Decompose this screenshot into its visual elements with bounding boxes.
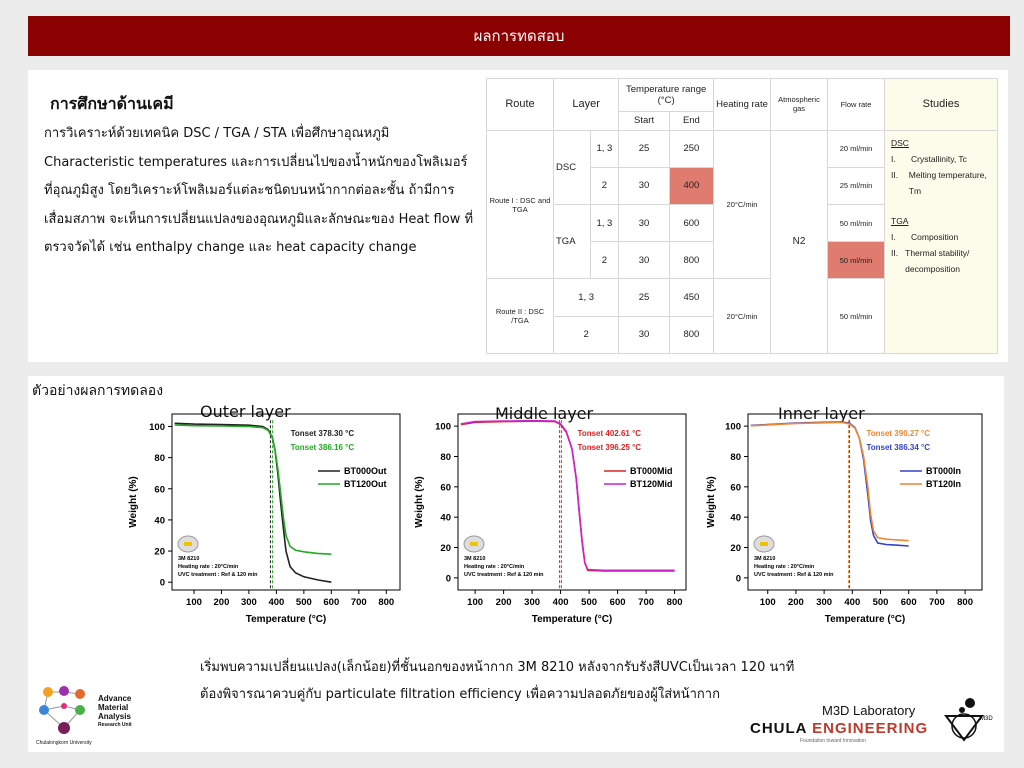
onset-annotation: Tonset 378.30 °C <box>290 429 355 438</box>
x-tick-label: 400 <box>268 597 285 608</box>
row3-end: 600 <box>669 205 713 242</box>
inset-text: UVC treatment : Ref & 120 min <box>464 572 544 578</box>
y-tick-label: 0 <box>159 577 165 589</box>
x-tick-label: 700 <box>350 597 367 608</box>
m3d-logo-icon <box>940 694 1000 744</box>
y-axis-label: Weight (%) <box>706 476 717 528</box>
x-tick-label: 200 <box>787 597 804 608</box>
series-line-BT120In <box>751 422 909 540</box>
mask-icon-band <box>184 542 192 546</box>
heating-rate-route1: 20°C/min <box>714 130 771 279</box>
row1-start: 25 <box>619 130 670 167</box>
inset-text: Heating rate : 20°C/min <box>178 564 239 570</box>
engineering-word: ENGINEERING <box>812 720 929 737</box>
ama-line-3: Analysis <box>98 712 131 721</box>
inset-text: UVC treatment : Ref & 120 min <box>754 572 834 578</box>
studies-tga-item2: Thermal stability/ decomposition <box>905 247 970 274</box>
x-tick-label: 500 <box>872 597 889 608</box>
row6-end: 800 <box>669 316 713 353</box>
row3-layer: 1, 3 <box>590 205 619 242</box>
row5-flow: 50 ml/min <box>828 279 885 354</box>
row6-start: 30 <box>619 316 670 353</box>
header-temp-range: Temperature range (°C) <box>619 79 714 112</box>
studies-cell <box>885 130 998 353</box>
y-tick-label: 100 <box>725 421 741 433</box>
header-studies: Studies <box>885 79 998 131</box>
legend-entry: BT000In <box>926 466 962 476</box>
gas-n2: N2 <box>771 130 828 353</box>
ama-line-4: Research Unit <box>98 722 132 728</box>
examples-title: ตัวอย่างผลการทดลอง <box>32 383 164 399</box>
y-tick-label: 80 <box>730 451 741 463</box>
y-tick-label: 40 <box>154 515 165 527</box>
x-tick-label: 100 <box>759 597 776 608</box>
y-tick-label: 60 <box>730 482 741 494</box>
ama-line-1: Advance <box>98 694 132 703</box>
studies-dsc-num1: I. <box>891 153 896 164</box>
chula-word: CHULA <box>750 720 807 737</box>
y-axis-label: Weight (%) <box>128 476 139 528</box>
inset-text: UVC treatment : Ref & 120 min <box>178 572 258 578</box>
studies-dsc-item2: Melting temperature, Tm <box>908 169 987 196</box>
y-tick-label: 100 <box>149 421 165 433</box>
m3d-lab-text: M3D Laboratory <box>822 703 916 718</box>
row5-layer: 1, 3 <box>554 279 619 316</box>
row2-flow: 25 ml/min <box>828 167 885 204</box>
heating-rate-route2: 20°C/min <box>714 279 771 354</box>
x-axis-label: Temperature (°C) <box>824 614 906 625</box>
x-tick-label: 600 <box>900 597 917 608</box>
title-banner <box>28 16 1010 56</box>
x-tick-label: 300 <box>524 597 541 608</box>
studies-dsc-title: DSC <box>891 137 909 148</box>
ama-logo-icon <box>34 686 96 742</box>
outer-layer-title: Outer layer <box>200 402 291 421</box>
studies-dsc-item1: Crystallinity, Tc <box>911 153 967 164</box>
series-line-BT000Mid <box>461 421 675 571</box>
inset-text: 3M 8210 <box>754 556 776 562</box>
x-tick-label: 300 <box>240 597 257 608</box>
row2-end: 400 <box>669 167 713 204</box>
row4-end: 800 <box>669 242 713 279</box>
y-tick-label: 100 <box>435 421 451 433</box>
header-heating-rate: Heating rate <box>714 79 771 131</box>
legend-entry: BT120Out <box>344 479 387 489</box>
row2-start: 30 <box>619 167 670 204</box>
test-conditions-table <box>486 78 998 354</box>
x-tick-label: 400 <box>844 597 861 608</box>
y-tick-label: 60 <box>440 482 451 494</box>
row4-start: 30 <box>619 242 670 279</box>
y-tick-label: 0 <box>735 573 741 585</box>
tga-label: TGA <box>554 205 591 279</box>
inset-text: 3M 8210 <box>178 556 200 562</box>
studies-tga-num1: I. <box>891 231 896 242</box>
x-tick-label: 800 <box>957 597 974 608</box>
x-tick-label: 300 <box>816 597 833 608</box>
mask-icon-band <box>470 542 478 546</box>
mask-icon-band <box>760 542 768 546</box>
inner-layer-chart <box>706 400 986 648</box>
row6-layer: 2 <box>554 316 619 353</box>
chemistry-paragraph: การวิเคราะห์ด้วยเทคนิค DSC / TGA / STA เพื่อศึกษาอุณหภูมิ Characteristic temperatures และการเปลี่ยนไปของน้ำหนักของโพลิเมอร์ที่อุณภูมิสูง โดยวิเคราะห์โพลิเมอร์แต่ละชนิดบนหน้ากากต่อละชั้น ถ้ามีการเสื่อมสภาพ จะเห็นการเปลี่ยนแปลงของอุณหภูมิและลักษณะของ Heat flow ที่ตรวจวัดได้ เช่น enthalpy change และ heat capacity change <box>44 126 474 255</box>
legend-entry: BT000Mid <box>630 466 673 476</box>
middle-layer-chart <box>414 400 690 648</box>
header-atmospheric-gas: Atmospheric gas <box>771 79 828 131</box>
x-tick-label: 800 <box>378 597 395 608</box>
studies-tga-item1: Composition <box>911 231 959 242</box>
row1-flow: 20 ml/min <box>828 130 885 167</box>
onset-annotation: Tonset 390.27 °C <box>866 429 930 438</box>
chula-univ-text: Chulalongkorn University <box>36 740 92 746</box>
y-tick-label: 40 <box>730 512 741 524</box>
row5-start: 25 <box>619 279 670 316</box>
x-tick-label: 200 <box>213 597 230 608</box>
y-axis-label: Weight (%) <box>414 476 425 528</box>
x-axis-label: Temperature (°C) <box>531 614 613 625</box>
x-tick-label: 800 <box>666 597 683 608</box>
row5-end: 450 <box>669 279 713 316</box>
conclusion-line-1: เริ่มพบความเปลี่ยนแปลง(เล็กน้อย)ที่ชั้นนอกของหน้ากาก 3M 8210 หลังจากรับรังสีUVCเป็นเวลา 120 นาที <box>200 660 795 675</box>
row4-flow: 50 ml/min <box>828 242 885 279</box>
y-tick-label: 20 <box>440 543 451 555</box>
x-tick-label: 100 <box>186 597 202 608</box>
x-tick-label: 600 <box>609 597 626 608</box>
ama-line-2: Material <box>98 703 129 712</box>
x-tick-label: 700 <box>928 597 945 608</box>
inner-layer-title: Inner layer <box>778 404 865 423</box>
studies-tga-num2: II. <box>891 247 899 258</box>
row4-layer: 2 <box>590 242 619 279</box>
inset-text: Heating rate : 20°C/min <box>754 564 815 570</box>
onset-annotation: Tonset 402.61 °C <box>577 429 642 438</box>
y-tick-label: 80 <box>154 453 165 465</box>
row1-end: 250 <box>669 130 713 167</box>
y-tick-label: 80 <box>440 451 451 463</box>
x-tick-label: 700 <box>638 597 655 608</box>
x-tick-label: 400 <box>552 597 569 608</box>
dsc-label: DSC <box>554 130 591 204</box>
chula-engineering-logo <box>750 720 928 737</box>
onset-annotation: Tonset 386.16 °C <box>290 443 355 452</box>
header-flow-rate: Flow rate <box>828 79 885 131</box>
legend-entry: BT120In <box>926 479 962 489</box>
inset-text: Heating rate : 20°C/min <box>464 564 525 570</box>
x-tick-label: 100 <box>467 597 484 608</box>
row3-flow: 50 ml/min <box>828 205 885 242</box>
studies-dsc-num2: II. <box>891 169 899 180</box>
y-tick-label: 40 <box>440 512 451 524</box>
series-line-BT000In <box>751 422 909 546</box>
onset-annotation: Tonset 386.34 °C <box>866 443 930 452</box>
legend-entry: BT000Out <box>344 466 387 476</box>
y-tick-label: 20 <box>154 546 165 558</box>
y-tick-label: 20 <box>730 543 741 555</box>
m3d-small-text: M3D <box>980 716 993 722</box>
header-route: Route <box>487 79 554 131</box>
x-tick-label: 600 <box>323 597 340 608</box>
x-axis-label: Temperature (°C) <box>245 614 327 625</box>
conclusion-line-2: ต้องพิจารณาควบคู่กับ particulate filtration efficiency เพื่อความปลอดภัยของผู้ใส่หน้ากาก <box>200 687 720 702</box>
header-start: Start <box>619 112 670 131</box>
series-line-BT120Mid <box>461 421 675 571</box>
row1-layer: 1, 3 <box>590 130 619 167</box>
legend-entry: BT120Mid <box>630 479 673 489</box>
studies-tga-title: TGA <box>891 215 909 226</box>
inset-text: 3M 8210 <box>464 556 486 562</box>
header-layer: Layer <box>554 79 619 131</box>
route2-label: Route II : DSC /TGA <box>487 279 554 354</box>
x-tick-label: 200 <box>495 597 512 608</box>
banner-title: ผลการทดสอบ <box>473 27 565 45</box>
y-tick-label: 60 <box>154 484 165 496</box>
route1-label: Route I : DSC and TGA <box>487 130 554 279</box>
header-end: End <box>669 112 713 131</box>
onset-annotation: Tonset 396.25 °C <box>577 443 642 452</box>
y-tick-label: 0 <box>445 573 451 585</box>
ama-logo-text <box>98 694 132 730</box>
middle-layer-title: Middle layer <box>495 404 594 423</box>
chemistry-heading: การศึกษาด้านเคมี <box>50 94 174 113</box>
tagline-text: Foundation toward Innovation <box>800 738 866 744</box>
x-tick-label: 500 <box>581 597 598 608</box>
x-tick-label: 500 <box>295 597 312 608</box>
row2-layer: 2 <box>590 167 619 204</box>
row3-start: 30 <box>619 205 670 242</box>
outer-layer-chart <box>128 400 404 648</box>
